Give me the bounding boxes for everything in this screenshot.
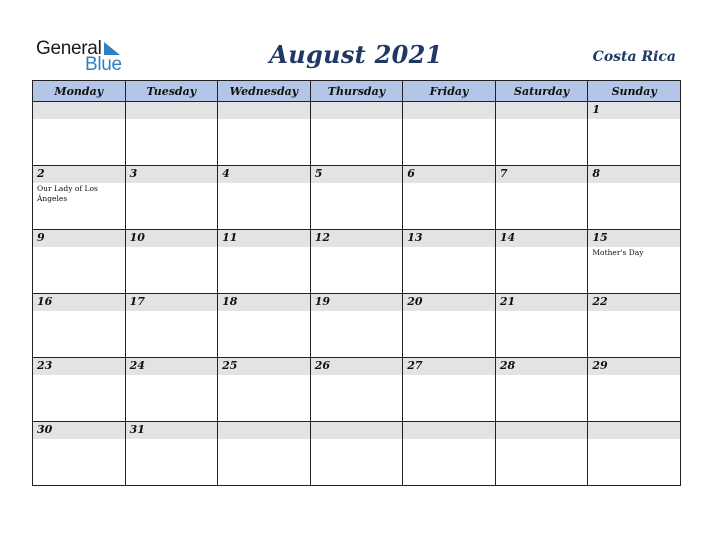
day-number: 5 (314, 167, 323, 180)
holiday-label: Our Lady of Los Ángeles (37, 184, 98, 203)
day-cell (125, 422, 218, 486)
day-number: 15 (592, 231, 608, 244)
day-number-bar (126, 230, 218, 247)
day-cell (33, 422, 126, 486)
day-cell (310, 422, 403, 486)
day-cell (403, 422, 496, 486)
day-number-bar (218, 422, 310, 439)
day-number-bar (403, 422, 495, 439)
day-cell (495, 230, 588, 294)
week-row (33, 358, 681, 422)
day-number-bar (588, 422, 680, 439)
day-number: 3 (129, 167, 138, 180)
day-cell (33, 166, 126, 230)
day-number: 8 (592, 167, 601, 180)
day-number-bar (218, 230, 310, 247)
day-number-bar (126, 294, 218, 311)
day-number: 23 (37, 359, 53, 372)
day-number: 6 (407, 167, 415, 180)
day-number-bar (126, 166, 218, 183)
day-cell (403, 166, 496, 230)
day-number-bar (311, 358, 403, 375)
day-number: 10 (129, 231, 145, 244)
day-cell (218, 358, 311, 422)
day-cell (495, 166, 588, 230)
day-cell (403, 294, 496, 358)
day-cell (125, 294, 218, 358)
day-number: 21 (499, 295, 516, 308)
day-number: 17 (129, 295, 145, 308)
weekday-header: Monday (33, 81, 126, 102)
day-number: 14 (499, 231, 516, 244)
day-number-bar (218, 102, 310, 119)
day-number: 22 (592, 295, 608, 308)
day-cell (588, 358, 681, 422)
day-number-bar (403, 102, 495, 119)
day-number-bar (588, 294, 680, 311)
day-cell (588, 166, 681, 230)
day-number-bar (496, 102, 588, 119)
day-cell (33, 102, 126, 166)
day-cell (588, 230, 681, 294)
holiday-label: Mother's Day (592, 248, 644, 257)
weekday-header: Friday (403, 81, 496, 102)
day-number-bar (496, 294, 588, 311)
day-number-bar (311, 230, 403, 247)
day-number-bar (218, 358, 310, 375)
day-number-bar (33, 102, 125, 119)
calendar-grid (32, 80, 681, 486)
weekday-header-row (33, 81, 681, 102)
day-number: 7 (499, 167, 508, 180)
day-number: 11 (222, 231, 238, 244)
day-number-bar (496, 358, 588, 375)
week-row (33, 294, 681, 358)
day-number: 29 (592, 359, 608, 372)
day-number: 25 (222, 359, 238, 372)
day-number-bar (588, 166, 680, 183)
day-cell (310, 230, 403, 294)
day-cell (310, 358, 403, 422)
day-number: 2 (37, 167, 45, 180)
day-number: 28 (499, 359, 516, 372)
week-row (33, 102, 681, 166)
day-number: 27 (407, 359, 423, 372)
day-number-bar (33, 358, 125, 375)
day-cell (33, 294, 126, 358)
day-cell (588, 422, 681, 486)
day-cell (33, 358, 126, 422)
day-number-bar (126, 422, 218, 439)
day-number-bar (588, 358, 680, 375)
day-cell (218, 166, 311, 230)
day-number-bar (33, 422, 125, 439)
day-cell (588, 102, 681, 166)
day-number-bar (33, 294, 125, 311)
day-cell (495, 102, 588, 166)
day-number: 9 (37, 231, 45, 244)
day-number-bar (403, 166, 495, 183)
day-cell (125, 166, 218, 230)
day-cell (218, 230, 311, 294)
weekday-header: Thursday (310, 81, 403, 102)
weekday-header: Tuesday (125, 81, 218, 102)
day-cell (495, 358, 588, 422)
day-number-bar (588, 102, 680, 119)
day-number: 13 (407, 231, 423, 244)
logo-word-general: General (36, 38, 102, 59)
day-cell (403, 102, 496, 166)
day-cell (125, 358, 218, 422)
day-cell (125, 230, 218, 294)
day-cell (403, 358, 496, 422)
day-number: 19 (314, 295, 330, 308)
day-number-bar (218, 166, 310, 183)
week-row (33, 166, 681, 230)
weekday-header: Saturday (495, 81, 588, 102)
day-number-bar (126, 102, 218, 119)
weekday-header: Sunday (588, 81, 681, 102)
logo-word-blue: Blue (85, 54, 122, 75)
day-number-bar (496, 422, 588, 439)
day-number: 1 (592, 103, 601, 116)
day-number-bar (496, 230, 588, 247)
day-number-bar (311, 102, 403, 119)
day-number-bar (403, 358, 495, 375)
weekday-header: Wednesday (218, 81, 311, 102)
day-number-bar (311, 166, 403, 183)
day-number: 30 (37, 423, 53, 436)
day-number-bar (403, 294, 495, 311)
day-cell (33, 230, 126, 294)
day-cell (218, 422, 311, 486)
day-cell (310, 102, 403, 166)
day-number-bar (496, 166, 588, 183)
week-row (33, 422, 681, 486)
day-number: 31 (129, 423, 145, 436)
day-number-bar (403, 230, 495, 247)
day-number-bar (33, 230, 125, 247)
day-cell (218, 102, 311, 166)
day-cell (310, 166, 403, 230)
week-row (33, 230, 681, 294)
country-label: Costa Rica (592, 49, 676, 65)
day-number: 26 (314, 359, 330, 372)
day-number: 12 (314, 231, 330, 244)
page-title: August 2021 (269, 40, 443, 69)
day-cell (495, 294, 588, 358)
day-cell (588, 294, 681, 358)
day-cell (125, 102, 218, 166)
day-cell (403, 230, 496, 294)
day-cell (310, 294, 403, 358)
day-cell (495, 422, 588, 486)
day-number: 24 (129, 359, 145, 372)
day-number-bar (311, 294, 403, 311)
day-number-bar (588, 230, 680, 247)
day-number: 16 (37, 295, 53, 308)
day-number-bar (218, 294, 310, 311)
day-cell (218, 294, 311, 358)
day-number: 20 (407, 295, 423, 308)
day-number-bar (311, 422, 403, 439)
day-number-bar (126, 358, 218, 375)
day-number: 4 (222, 167, 230, 180)
day-number: 18 (222, 295, 238, 308)
day-number-bar (33, 166, 125, 183)
